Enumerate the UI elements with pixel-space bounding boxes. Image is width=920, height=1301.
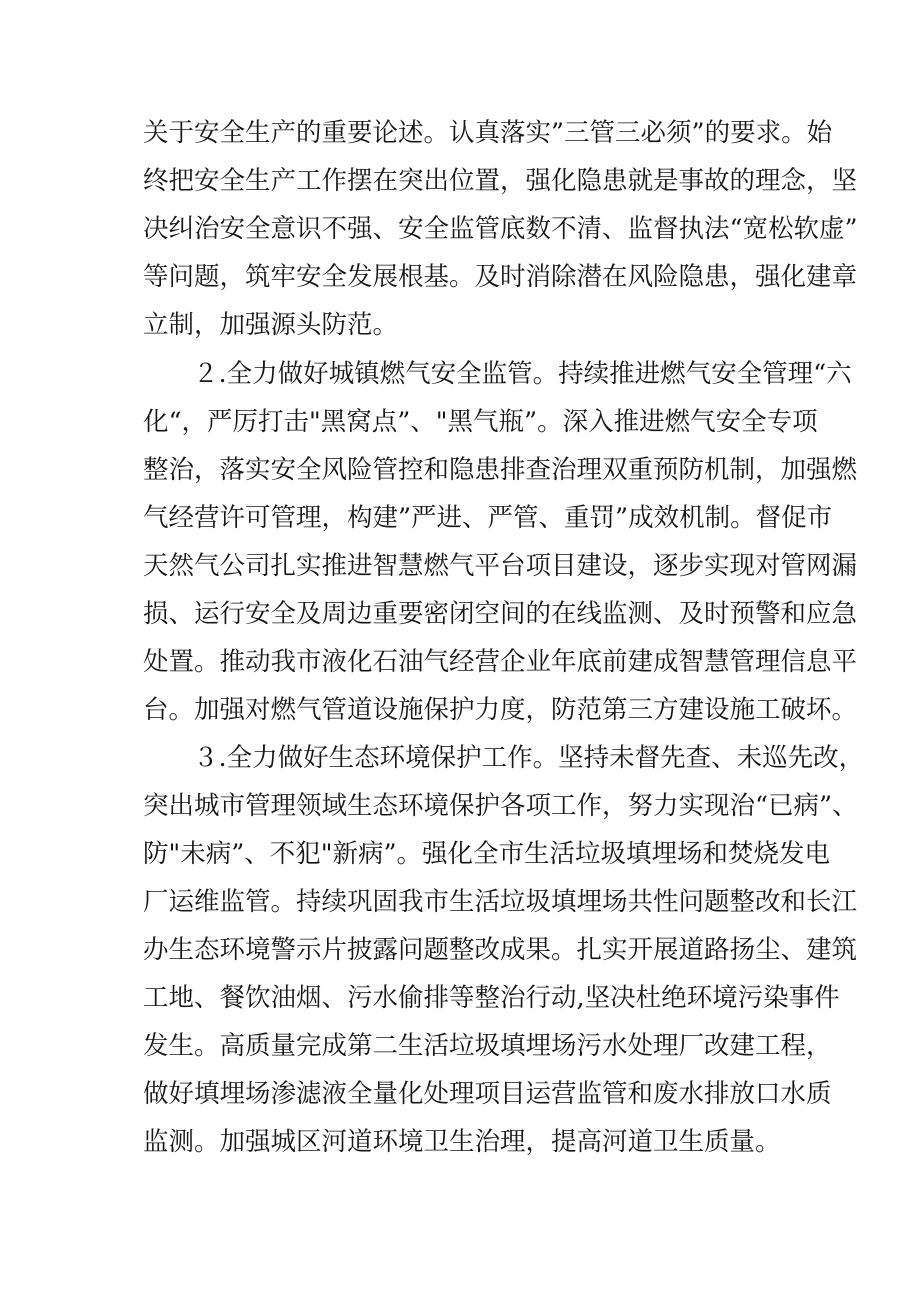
paragraph-3-line-6: 工地、餐饮油烟、污水偷排等整治行动,坚决杜绝环境污染事件 <box>143 983 840 1013</box>
paragraph-2-line-7: 处置。推动我市液化石油气经营企业年底前建成智慧管理信息平 <box>143 647 858 677</box>
paragraph-2-line-4: 气经营许可管理，构建”严进、严管、重罚”成效机制。督促市 <box>143 503 833 533</box>
paragraph-3-line-7: 发生。高质量完成第二生活垃圾填埋场污水处理厂改建工程， <box>143 1031 832 1061</box>
paragraph-2-line-5: 天然气公司扎实推进智慧燃气平台项目建设，逐步实现对管网漏 <box>143 551 858 581</box>
paragraph-3-line-2: 突出城市管理领域生态环境保护各项工作，努力实现治“已病”、 <box>143 791 858 821</box>
paragraph-1-line-3: 决纠治安全意识不强、安全监管底数不清、监督执法“宽松软虚” <box>143 214 858 244</box>
paragraph-3-line-8: 做好填埋场渗滤液全量化处理项目运营监管和废水排放口水质 <box>143 1079 832 1109</box>
paragraph-2-line-2: 化“，严厉打击"黑窝点”、"黑气瓶”。深入推进燃气安全专项 <box>143 407 818 437</box>
paragraph-1-line-5: 立制，加强源头防范。 <box>143 310 399 340</box>
paragraph-2-line-6: 损、运行安全及周边重要密闭空间的在线监测、及时预警和应急 <box>143 599 858 629</box>
paragraph-3-line-1: ３.全力做好生态环境保护工作。坚持未督先查、未巡先改， <box>193 743 865 773</box>
paragraph-2-line-1: ２.全力做好城镇燃气安全监管。持续推进燃气安全管理“六 <box>193 359 852 389</box>
paragraph-2-line-8: 台。加强对燃气管道设施保护力度，防范第三方建设施工破坏。 <box>143 695 858 725</box>
paragraph-1-line-1: 关于安全生产的重要论述。认真落实”三管三必须”的要求。始 <box>143 118 833 148</box>
paragraph-3-line-4: 厂运维监管。持续巩固我市生活垃圾填埋场共性问题整改和长江 <box>143 887 858 917</box>
paragraph-3-line-5: 办生态环境警示片披露问题整改成果。扎实开展道路扬尘、建筑 <box>143 935 858 965</box>
paragraph-3-line-3: 防"未病”、不犯"新病”。强化全市生活垃圾填埋场和焚烧发电 <box>143 839 831 869</box>
paragraph-2-line-3: 整治，落实安全风险管控和隐患排查治理双重预防机制，加强燃 <box>143 455 858 485</box>
paragraph-1-line-2: 终把安全生产工作摆在突出位置，强化隐患就是事故的理念，坚 <box>143 166 858 196</box>
paragraph-1-line-4: 等问题，筑牢安全发展根基。及时消除潜在风险隐患，强化建章 <box>143 262 858 292</box>
paragraph-3-line-9: 监测。加强城区河道环境卫生治理，提高河道卫生质量。 <box>143 1127 781 1157</box>
